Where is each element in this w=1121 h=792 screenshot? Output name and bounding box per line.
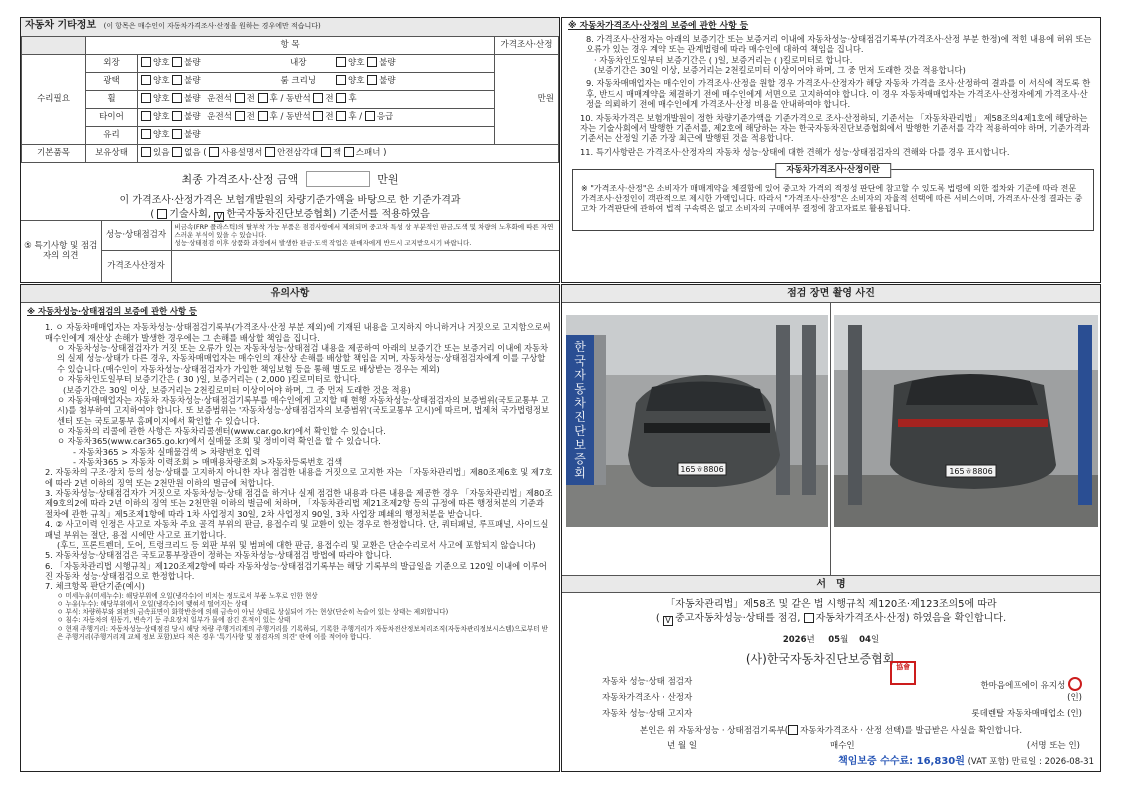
special-table	[21, 220, 559, 283]
row-exterior-options	[138, 54, 495, 72]
note-1c2: (보증기간은 30일 이상, 보증거리는 2천킬로미터 이상이어야 하며, 그 중 먼저 도래한 것을 적용)	[63, 384, 411, 395]
checkbox-tire-passenger-rear[interactable]	[336, 111, 346, 121]
note-5: 5. 자동차성능·상태점검은 국토교통부장관이 정하는 자동차성능·상태점검 방법에 따라야 합니다.	[45, 550, 392, 561]
checkbox-cleaning-bad[interactable]	[367, 75, 377, 85]
col-item: 항 목	[86, 37, 495, 54]
plate-text-2: 165ㅎ8806	[949, 467, 993, 476]
sig-r1-value-wrap	[980, 677, 1082, 692]
checkbox-exterior-bad[interactable]	[172, 57, 182, 67]
photo-divider	[830, 303, 831, 575]
banner-char: 보	[574, 438, 586, 452]
other-info-header	[21, 18, 559, 37]
final-price-unit: 만원	[377, 172, 399, 186]
inspector-sub: 성능·상태점검자	[101, 220, 171, 250]
item11: 11. 특기사항란은 가격조사·산정자의 자동차 성능·상태에 대한 견해가 성능·상태점검자의 견해와 다를 경우 표시합니다.	[580, 146, 1010, 157]
inspection-photo-2	[834, 315, 1098, 527]
note-3: 3. 자동차성능·상태점검자가 거짓으로 자동차성능·상태 점검을 하거나 실제 점검한 내용과 다른 내용을 제공한 경우 「자동차관리법」제80조제9호의2에 따라 2년 이하의 징역 또는 2천만원 이하의 벌금에 처하며, 「자동차관리법 제21조제2항 등의 규정에 따른 행정처분의 기준과 절차에 관한 규칙」제5조제1항에 따라 1차 사업정지 30일, 2차 사업정지 90일, 3차 사업장 폐쇄의 행정처분을 받습니다.	[45, 488, 553, 519]
col-price: 가격조사·산정	[495, 37, 559, 54]
banner-char: 증	[574, 452, 586, 466]
sig-day: 04	[859, 635, 871, 645]
repair-table	[21, 37, 559, 163]
checkbox-tire-emergency[interactable]	[365, 111, 375, 121]
banner-char: 자	[574, 368, 586, 382]
row-exterior: 외장	[86, 54, 138, 72]
note-7d: ㅇ 침수: 자동차의 원동기, 변속기 등 주요장치 일부가 물에 잠긴 흔적이 있는 상태	[57, 616, 291, 625]
basic-items-label: 기본품목	[22, 144, 86, 162]
label-bad: 불량	[379, 76, 396, 87]
item10: 10. 자동차가격은 보험개발원이 정한 차량기준가액을 기준가격으로 조사·산정하되, 기준서는 「자동차관리법」 제58조의4제1호에 해당하는 자는 기술사회에서 발행한 기준서를, 제2호에 해당하는 자는 한국자동차진단보증협회에서 발행한 기준서를 각각 적용하여야 하며, 기준가격과 기준서는 산정일 기준 가장 최근에 발행된 것을 적용합니다.	[580, 112, 1090, 144]
inspector-seal-icon	[1068, 677, 1082, 691]
sig-day-unit: 일	[870, 635, 880, 645]
repair-label: 수리필요	[22, 54, 86, 144]
checkbox-performance[interactable]: V	[663, 616, 673, 626]
sig-year-unit: 년	[806, 635, 815, 645]
banner-text	[574, 339, 586, 480]
sig-org-name: (사)한국자동차진단보증협회	[745, 652, 895, 666]
price-warranty-panel	[561, 17, 1101, 283]
item8-sub1: · 자동차인도일부터 보증기간은 ( )일, 보증거리는 ( )킬로미터로 합니다.	[594, 54, 853, 65]
banner-char: 국	[574, 354, 586, 368]
checkbox-tire-good[interactable]	[141, 111, 151, 121]
signature-title: 서 명	[562, 575, 1100, 593]
checkbox-glass-bad[interactable]	[172, 129, 182, 139]
checkbox-confirm-pricing[interactable]	[788, 725, 798, 735]
checkbox-tire-bad[interactable]	[172, 111, 182, 121]
fee-tail: (VAT 포함) 만료일 : 2026-08-31	[967, 757, 1094, 767]
definition-text: ※ "가격조사·산정"은 소비자가 매매계약을 체결함에 있어 중고차 가격의 적정성 판단에 참고할 수 있도록 법령에 의한 절차와 기준에 따라 전문 가격조사·산정인이 객관적으로 제시한 가액입니다. 따라서 "가격조사·산정"은 소비자의 자율적 선택에 따른 서비스이며, 가격조사·산정 결과는 중고차 가격판단에 관하여 법적 구속력은 없고 소비자의 구매여부 결정에 참고자료로 활용됩니다.	[581, 183, 1083, 213]
label-jack: 잭	[332, 148, 342, 159]
sig-r3-value: 롯데렌탈 자동차매매업소 (인)	[971, 709, 1082, 719]
label-bad: 불량	[184, 112, 201, 123]
note-1c: ㅇ 자동차인도일부터 보증기간은 ( 30 )일, 보증거리는 ( 2,000 )킬로미터로 합니다.	[57, 374, 361, 385]
note-6: 6. 「자동차관리법 시행규칙」제120조제2항에 따라 자동차성능·상태점검기록부는 해당 기록부의 발급일을 기준으로 120일 이내에 이루어진 자동차 성능·상태점검으로 한정합니다.	[45, 560, 547, 581]
sig-year: 2026	[782, 635, 807, 645]
banner-char: 회	[574, 466, 586, 480]
photo-signature-panel	[561, 284, 1101, 772]
row-glass-options	[138, 126, 495, 144]
sig-row-inspector	[602, 677, 1082, 691]
sig-line2: ( V 중고자동차성능·상태를 점검, 자동차가격조사·산정) 하였음을 확인합니다.	[655, 613, 1007, 625]
note-1d: ㅇ 자동차매매업자는 자동차 자동차성능·상태점검기록부를 매수인에게 고지할 때 현행 자동차성능·상태점검자의 보증범위(국토교통부 고시)를 첨부하여 고지하여야 합니다. 또 보증범위는 '자동차성능·상태점검자의 보증범위'(국토교통부 고시)에 따르며, 법제처 국가법령정보센터 또는 국토교통부 홈페이지에서 확인할 수 있습니다.	[57, 394, 550, 426]
checkbox-none[interactable]	[172, 147, 182, 157]
note-7c: ㅇ 부식: 차량하부와 외판의 금속표면이 화학반응에 의해 금속이 아닌 상태로 상실되어 가는 현상(단순히 녹슬어 있는 상태는 제외합니다)	[57, 608, 449, 617]
item9: 9. 자동차매매업자는 매수인이 가격조사·산정을 원할 경우 가격조사·산정자가 해당 자동차 가격을 조사·산정하여 결과를 이 서식에 적도록 한 후, 반드시 매매계약을 체결하기 전에 매수인에게 서면으로 고지하여야 합니다. 이 경우 자동차매매업자는 가격조사·산정자에게 가격조사·산정을 의뢰하기 전에 매수인에게 가격조사·산정 비용을 안내하여야 합니다.	[586, 78, 1091, 110]
pricer-sub: 가격조사산정자	[101, 250, 171, 282]
notes-panel	[20, 284, 560, 772]
label-kadia: 한국자동차진단보증협회) 기준서를 적용하였음	[226, 209, 430, 220]
label-triangle: 안전삼각대	[277, 148, 319, 159]
definition-title: 자동차가격조사·산정이란	[775, 163, 891, 178]
label-front: 전	[325, 94, 334, 105]
banner-char: 진	[574, 410, 586, 424]
checkbox-wheel-passenger-front[interactable]	[313, 93, 323, 103]
banner-char: 차	[574, 396, 586, 410]
label-rear: 후	[269, 112, 278, 123]
banner-char: 단	[574, 424, 586, 438]
label-bad: 불량	[379, 58, 396, 69]
row-wheel-options: 양호 불량 운전석 전 후 / 동반석 전 후	[138, 90, 495, 108]
row-wheel: 휠	[86, 90, 138, 108]
checkbox-wheel-passenger-rear[interactable]	[336, 93, 346, 103]
checkbox-glass-good[interactable]	[141, 129, 151, 139]
checkbox-engineer-society[interactable]	[157, 209, 167, 219]
label-bad: 불량	[184, 94, 201, 105]
row-room-cleaning: 룸 크리닝	[280, 76, 317, 87]
sig-month-unit: 월	[840, 635, 849, 645]
note-1e: ㅇ 자동차의 리콜에 관한 사항은 자동차리콜센터(www.car.go.kr)에서 확인할 수 있습니다.	[57, 425, 386, 436]
row-tire: 타이어	[86, 108, 138, 126]
note-4b: (후드, 프론트펜더, 도어, 트렁크리드 등 외판 부위 및 범퍼에 대한 판금, 용접수리 및 교환은 단순수리로서 사고에 포함되지 않습니다)	[57, 539, 536, 550]
note-2: 2. 자동차의 구조·장치 등의 성능·상태를 고지하지 아니한 자나 점검한 내용을 거짓으로 고지한 자는 「자동차관리법」제80조제6호 및 제7호에 따라 2년 이하의 징역 또는 2천만원 이하의 벌금에 처합니다.	[45, 467, 553, 488]
notes-body	[21, 303, 559, 644]
sig-ymd: 년 월 일	[667, 741, 698, 751]
sig-confirm-b: 자동차가격조사 · 산정 선택)를 발급받은 사실을 확인합니다.	[800, 726, 1023, 736]
note-1: 1. ㅇ 자동차매매업자는 자동차성능·상태점검기록부(가격조사·산정 부분 제외)에 기재된 내용을 고지하지 아니하거나 거짓으로 고지함으로써 매수인에게 재산상 손해가 발생한 경우에는 그 손해를 배상할 책임을 집니다.	[45, 322, 551, 343]
checkbox-wheel-good[interactable]	[141, 93, 151, 103]
final-price-row	[21, 171, 559, 187]
sig-r2-label: 자동차가격조사 · 산정자	[602, 693, 693, 703]
label-good: 양호	[153, 58, 170, 69]
row-interior: 내장	[290, 58, 307, 69]
row-polish: 광택	[86, 72, 138, 90]
label-bad: 불량	[184, 130, 201, 141]
checkbox-triangle[interactable]	[265, 147, 275, 157]
checkbox-wheel-bad[interactable]	[172, 93, 182, 103]
final-price-label: 최종 가격조사·산정 금액	[181, 172, 299, 186]
label-engineer-society: 기술사회,	[169, 209, 212, 220]
label-good: 양호	[153, 130, 170, 141]
price-warranty-title: ※ 자동차가격조사·산정의 보증에 관한 사항 등	[568, 21, 749, 31]
label-performance: 중고자동차성능·상태를 점검,	[674, 613, 801, 624]
label-good: 양호	[153, 94, 170, 105]
row-polish-options	[138, 72, 495, 90]
checkbox-jack[interactable]	[321, 147, 331, 157]
banner-char: 동	[574, 382, 586, 396]
note-7e: ㅇ 현재 주행거리: 자동차성능·상태점검 당시 해당 차량 주행거리계의 주행거리를 기록하되, 기록한 주행거리가 자동차전산정보처리조직(자동차관리정보시스템)으로부터 받은 주행거리(주행거리계 교체 정보 포함)보다 적은 경우 '특기사항 및 점검자의 의견' 란에 이를 적어야 합니다.	[57, 624, 549, 641]
other-info-panel	[20, 17, 560, 283]
label-rear: 후	[269, 94, 278, 105]
row-glass: 유리	[86, 126, 138, 144]
checkbox-manual[interactable]	[209, 147, 219, 157]
plate-text-1: 165ㅎ8806	[680, 465, 724, 474]
sig-row-pricer	[602, 693, 1082, 704]
sig-r2-value: (인)	[1067, 693, 1082, 703]
price-unit: 만원	[495, 54, 559, 144]
notes-subtitle: ※ 자동차성능·상태점검의 보증에 관한 사항 등	[27, 306, 197, 316]
label-passenger-seat: 동반석	[286, 94, 311, 105]
other-info-title: 자동차 기타정보	[25, 20, 97, 31]
basis-line1: 이 가격조사·산정가격은 보험개발원의 차량기준가액을 바탕으로 한 기준가격과	[119, 194, 461, 206]
label-good: 양호	[153, 76, 170, 87]
fee-label: 책임보증 수수료: 16,830원	[838, 756, 965, 767]
checkbox-cleaning-good[interactable]	[336, 75, 346, 85]
label-bad: 불량	[184, 76, 201, 87]
note-1f2: - 자동차365 > 자동차 이력조회 > 매매용차량조회 >자동차등록번호 검색	[73, 457, 343, 468]
label-bad: 불량	[184, 58, 201, 69]
inspector-note-2: 성능·상태점검 이후 상품화 과정에서 발생한 판금·도색 작업은 판매자에게 반드시 고지받으시기 바랍니다.	[174, 239, 472, 248]
association-seal: 協會	[890, 661, 916, 685]
checkbox-polish-bad[interactable]	[172, 75, 182, 85]
car-rear-photo	[834, 315, 1098, 527]
inspector-note-1: 비금속(FRP 플라스틱)의 탈부착 가능 부품은 점검사항에서 제외되며 중고차 특성 상 부분적인 판금,도색 및 차량의 노후화에 따른 자연스러운 부식이 있을 수 있습니다.	[174, 222, 554, 239]
photos-title: 점검 장면 촬영 사진	[562, 285, 1100, 303]
inspection-photo-1	[566, 315, 828, 527]
sig-date	[562, 635, 1100, 646]
sig-buyer: 매수인	[830, 741, 855, 751]
label-manual: 사용설명서	[221, 148, 263, 159]
note-7: 7. 체크항목 판단기준(예시)	[45, 581, 145, 592]
label-front: 전	[325, 112, 334, 123]
sig-row-notifier	[602, 709, 1082, 720]
checkbox-have[interactable]	[141, 147, 151, 157]
checkbox-exterior-good[interactable]	[141, 57, 151, 67]
label-driver-seat: 운전석	[207, 112, 232, 123]
special-label: ⑤ 특기사항 및 점검자의 의견	[21, 220, 101, 282]
checkbox-wheel-driver-rear[interactable]	[258, 93, 268, 103]
label-passenger-seat: 동반석	[286, 112, 311, 123]
checkbox-spanner[interactable]	[344, 147, 354, 157]
checkbox-pricing[interactable]	[804, 613, 814, 623]
label-none: 없음	[184, 148, 201, 159]
label-front: 전	[246, 94, 255, 105]
label-have: 있음	[153, 148, 170, 159]
note-4: 4. ② 사고이력 인정은 사고로 자동차 주요 골격 부위의 판금, 용접수리 및 교환이 있는 경우로 한정합니다. 단, 쿼터패널, 루프패널, 사이드실패널 부위는 절단, 용접 시에만 사고로 표기합니다.	[45, 519, 549, 540]
basic-items-options: 있음 없음 ( 사용설명서 안전삼각대 잭 스패너 )	[138, 144, 559, 162]
sig-confirm	[562, 725, 1100, 737]
label-rear: 후	[348, 112, 357, 123]
label-emergency: 응급	[376, 112, 394, 123]
checkbox-interior-bad[interactable]	[367, 57, 377, 67]
sig-fee	[838, 756, 1094, 769]
row-tire-options: 양호 불량 운전석 전 후 / 동반석 전 후 / 응급	[138, 108, 495, 126]
pricer-opinion	[171, 250, 559, 282]
checkbox-kadia[interactable]: V	[214, 212, 224, 222]
label-good: 양호	[347, 76, 365, 87]
checkbox-tire-passenger-front[interactable]	[313, 111, 323, 121]
note-7b: ㅇ 누유(누수): 해당부위에서 오일(냉각수)이 맺혀서 떨어지는 상태	[57, 599, 248, 608]
checkbox-tire-driver-rear[interactable]	[258, 111, 268, 121]
sig-r1-value: 한마음에프에이 유지성	[980, 681, 1066, 691]
banner-char: 한	[574, 340, 586, 354]
item8-sub2: (보증기간은 30일 이상, 보증거리는 2천킬로미터 이상이어야 하며, 그 중 먼저 도래한 것을 적용합니다)	[594, 65, 966, 76]
status-label: 보유상태	[86, 144, 138, 162]
final-price-input[interactable]	[306, 171, 370, 187]
note-7a: ㅇ 미세누유(미세누수): 해당부위에 오일(냉각수)이 비치는 정도로서 부품 노후로 인한 현상	[57, 591, 318, 600]
note-1f: ㅇ 자동차365(www.car365.go.kr)에서 실매물 조회 및 정비이력 확인을 할 수 있습니다.	[57, 436, 381, 447]
sig-r3-label: 자동차 성능·상태 고지자	[602, 709, 693, 719]
label-good: 양호	[347, 58, 365, 69]
label-front: 전	[246, 112, 255, 123]
label-pricing: 자동차가격조사·산정) 하였음을 확인합니다.	[815, 613, 1007, 624]
other-info-note: (이 항목은 매수인이 자동차가격조사·산정을 원하는 경우에만 적습니다)	[103, 22, 321, 30]
inspector-note	[171, 220, 559, 250]
checkbox-polish-good[interactable]	[141, 75, 151, 85]
note-1b: ㅇ 자동차성능·상태점검자가 거짓 또는 오류가 있는 자동차성능·상태점검 내용을 제공하여 아래의 보증기간 또는 보증거리 이내에 자동차의 실제 성능·상태가 다른 경우, 자동차매매업자는 매수인의 재산상 손해를 배상할 책임을 지며, 자동차성능·상태점검자에게 이를 구상할 수 있습니다.(매수인이 자동차성능·상태점검자가 가입한 책임보험 등을 통해 별도로 배상받는 경우는 제외)	[57, 343, 549, 374]
label-spanner: 스패너	[355, 148, 381, 159]
notes-title: 유의사항	[21, 285, 559, 303]
checkbox-wheel-driver-front[interactable]	[235, 93, 245, 103]
sig-r1-label: 자동차 성능·상태 점검자	[602, 677, 693, 687]
sig-month: 05	[828, 635, 841, 645]
definition-box	[572, 164, 1094, 231]
label-driver-seat: 운전석	[207, 94, 232, 105]
car-front-photo	[566, 315, 828, 527]
checkbox-tire-driver-front[interactable]	[235, 111, 245, 121]
note-1f1: - 자동차365 > 자동차 실매물검색 > 차량번호 입력	[73, 446, 261, 457]
sig-line1: 「자동차관리법」제58조 및 같은 법 시행규칙 제120조·제123조의5에 따라	[665, 599, 997, 610]
checkbox-interior-good[interactable]	[336, 57, 346, 67]
label-good: 양호	[153, 112, 170, 123]
sig-confirm-a: 본인은 위 자동차성능 · 상태점검기록부(	[639, 726, 789, 736]
item8: 8. 가격조사·산정자는 아래의 보증기간 또는 보증거리 이내에 자동차성능·상태점검기록부(가격조사·산정 부분 한정)에 적힌 내용에 허위 또는 오류가 있는 경우 계약 또는 관계법령에 따라 매수인에 대하여 책임을 집니다.	[586, 33, 1092, 55]
sig-buyer-sign: (서명 또는 인)	[1026, 741, 1080, 751]
basis-line2: ( 기술사회, V 한국자동차진단보증협회) 기준서를 적용하였음	[150, 209, 430, 221]
label-rear: 후	[348, 94, 357, 105]
